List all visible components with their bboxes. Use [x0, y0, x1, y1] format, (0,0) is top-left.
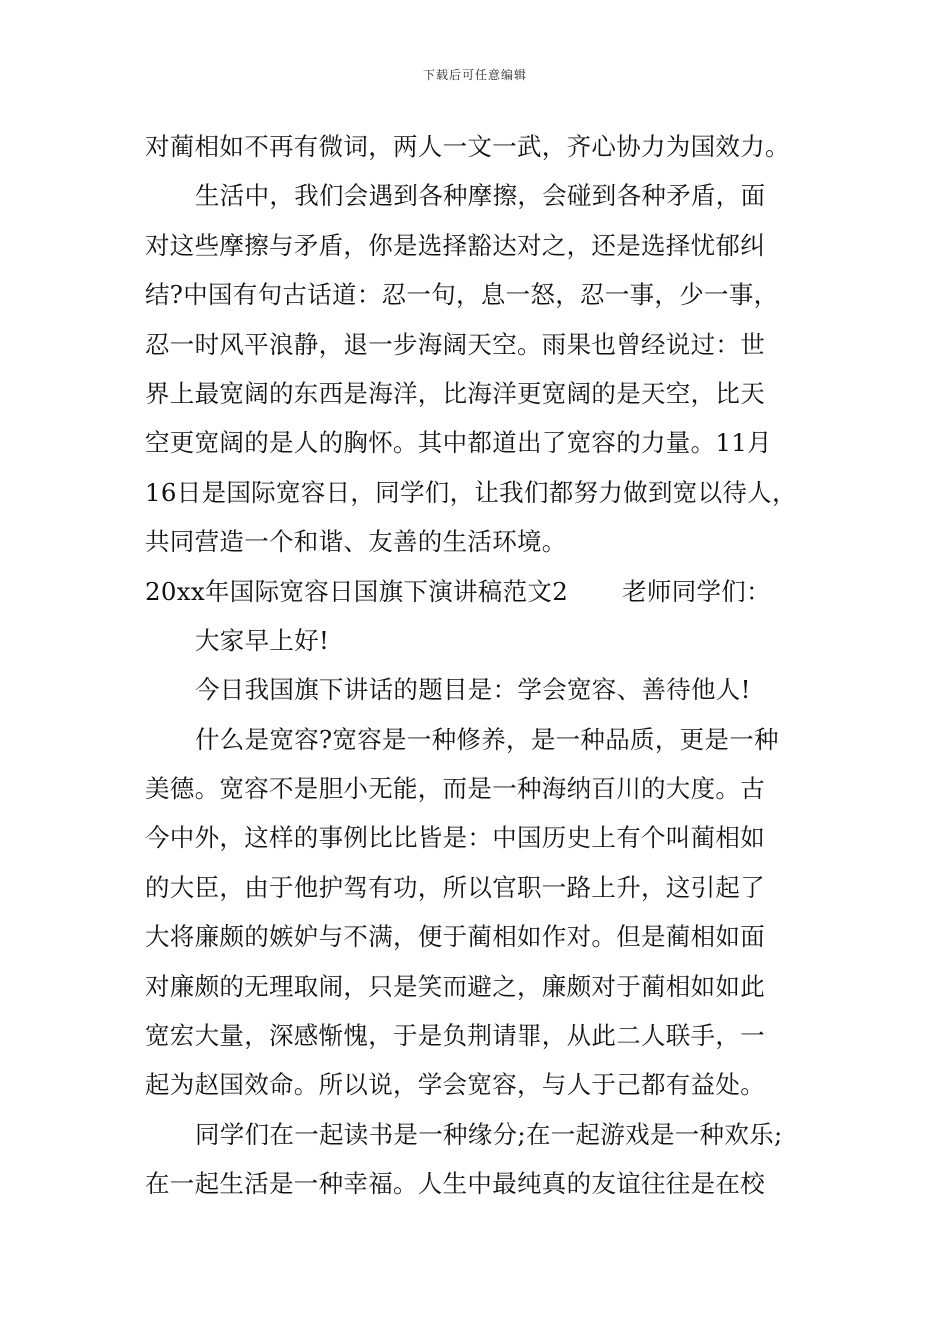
text-line: 今中外，这样的事例比比皆是：中国历史上有个叫蔺相如 — [145, 823, 765, 853]
text-line: 美德。宽容不是胆小无能，而是一种海纳百川的大度。古 — [145, 774, 765, 804]
section-title-line — [145, 567, 835, 616]
salutation: 老师同学们： — [622, 576, 771, 606]
document-body — [145, 122, 835, 1209]
text-line: 对蔺相如不再有微词，两人一文一武，齐心协力为国效力。 — [145, 132, 790, 161]
text-line: 忍一时风平浪静，退一步海阔天空。雨果也曾经说过：世 — [145, 329, 765, 359]
text-line: 结?中国有句古话道：忍一句，息一怒，忍一事，少一事， — [145, 280, 779, 310]
text-line: 对廉颇的无理取闹，只是笑而避之，廉颇对于蔺相如如此 — [145, 971, 765, 1001]
text-line: 宽宏大量，深感惭愧，于是负荆请罪，从此二人联手，一 — [145, 1021, 765, 1051]
text-line: 同学们在一起读书是一种缘分;在一起游戏是一种欢乐; — [195, 1119, 783, 1149]
text-line: 大家早上好! — [195, 625, 330, 655]
text-line: 16日是国际宽容日，同学们，让我们都努力做到宽以待人， — [145, 477, 797, 507]
text-line: 的大臣，由于他护驾有功，所以官职一路上升，这引起了 — [145, 872, 765, 902]
text-line: 生活中，我们会遇到各种摩擦，会碰到各种矛盾，面 — [195, 181, 766, 211]
text-line: 什么是宽容?宽容是一种修养，是一种品质，更是一种 — [195, 724, 779, 754]
text-line: 共同营造一个和谐、友善的生活环境。 — [145, 527, 567, 557]
text-line: 今日我国旗下讲话的题目是：学会宽容、善待他人! — [195, 675, 751, 705]
text-line: 界上最宽阔的东西是海洋，比海洋更宽阔的是天空，比天 — [145, 378, 765, 408]
page-header: 下载后可任意编辑 — [422, 68, 527, 82]
text-line: 在一起生活是一种幸福。人生中最纯真的友谊往往是在校 — [145, 1169, 765, 1199]
text-line: 对这些摩擦与矛盾，你是选择豁达对之，还是选择忧郁纠 — [145, 230, 765, 260]
text-line: 大将廉颇的嫉妒与不满，便于蔺相如作对。但是蔺相如面 — [145, 922, 765, 952]
section-title: 20xx年国际宽容日国旗下演讲稿范文2 — [145, 576, 569, 606]
text-line: 空更宽阔的是人的胸怀。其中都道出了宽容的力量。11月 — [145, 428, 772, 458]
text-line: 起为赵国效命。所以说，学会宽容，与人于己都有益处。 — [145, 1070, 765, 1100]
